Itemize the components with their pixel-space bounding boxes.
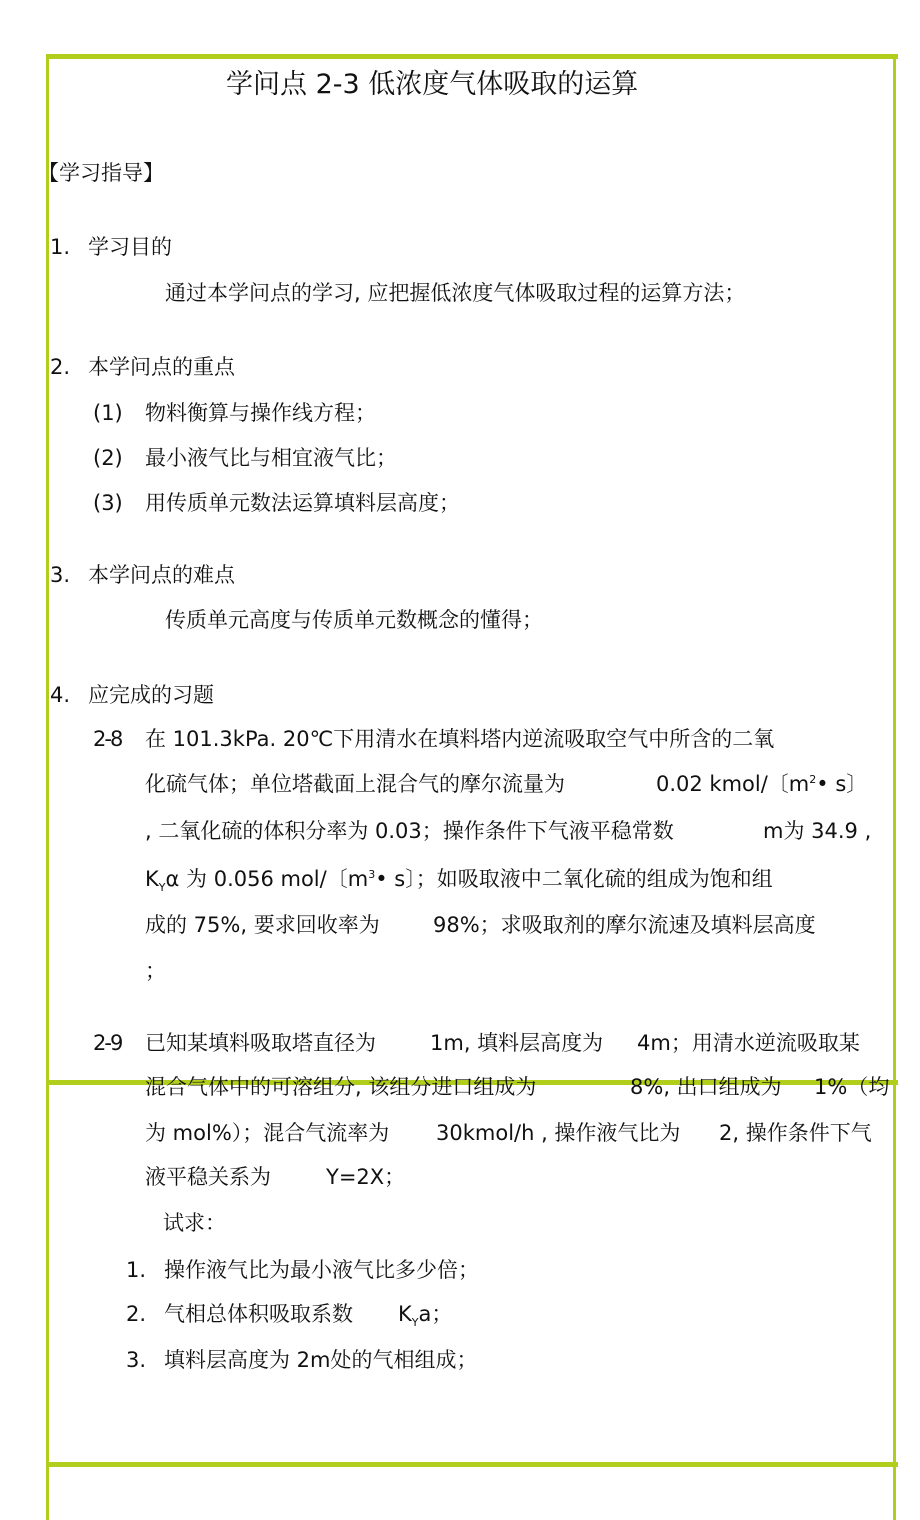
problem-2-8-line-5: 成的 75%, 要求回收率为 — [145, 913, 380, 937]
frame-left-line — [46, 54, 49, 1520]
section-4-title: 应完成的习题 — [88, 683, 214, 707]
problem-2-9-line-3a: 为 mol%）；混合气流率为 — [145, 1121, 390, 1145]
frame-top-line — [46, 54, 898, 59]
section-3-title: 本学问点的难点 — [88, 563, 235, 587]
problem-2-8-line-1: 在 101.3kPa. 20℃下用清水在填料塔内逆流吸取空气中所含的二氧 — [145, 727, 775, 751]
problem-2-8-number: 2-8 — [93, 727, 122, 751]
question-2-symbol: $K_Ya$； — [398, 1302, 453, 1330]
question-1-text: 操作液气比为最小液气比多少倍； — [164, 1258, 479, 1282]
problem-2-9-line-1a: 已知某填料吸取塔直径为 — [145, 1031, 376, 1055]
section-2-title: 本学问点的重点 — [88, 355, 235, 379]
list-item-number: (1) — [93, 401, 123, 425]
section-2-number: 2. — [50, 355, 71, 379]
list-item-text: 最小液气比与相宜液气比； — [145, 446, 397, 470]
problem-2-8-line-6: ； — [145, 959, 166, 983]
guide-header: 【学习指导】 — [38, 161, 164, 185]
list-item-text: 物料衡算与操作线方程； — [145, 401, 376, 425]
frame-lower-line — [46, 1462, 898, 1467]
problem-2-8-flow-value: 0.02 kmol/〔$m^2•$ s〕 — [656, 772, 868, 796]
problem-2-9-number: 2-9 — [93, 1031, 122, 1055]
frame-right-line — [893, 54, 896, 1520]
problem-2-9-line-1c: 4m；用清水逆流吸取某 — [637, 1031, 860, 1055]
problem-2-8-line-2: 化硫气体；单位塔截面上混合气的摩尔流量为 — [145, 772, 565, 796]
section-1-body: 通过本学问点的学习, 应把握低浓度气体吸取过程的运算方法； — [165, 281, 746, 305]
section-4-number: 4. — [50, 683, 71, 707]
section-1-title: 学习目的 — [88, 235, 172, 259]
section-3-number: 3. — [50, 563, 71, 587]
problem-2-8-m-value: m为 34.9 , — [763, 819, 872, 843]
problem-2-9-line-2c: 1%（均 — [814, 1075, 890, 1099]
problem-2-9-line-2a: 混合气体中的可溶组分, 该组分进口组成为 — [145, 1075, 537, 1099]
question-3-text: 填料层高度为 2m处的气相组成； — [164, 1348, 478, 1372]
problem-2-9-line-2b: 8%, 出口组成为 — [630, 1075, 782, 1099]
question-number: 3. — [126, 1348, 147, 1372]
section-3-body: 传质单元高度与传质单元数概念的懂得； — [165, 608, 543, 632]
problem-2-8-line-3: , 二氧化硫的体积分率为 0.03；操作条件下气液平稳常数 — [145, 819, 674, 843]
problem-2-8-recovery: 98%；求吸取剂的摩尔流速及填料层高度 — [433, 913, 816, 937]
section-1-number: 1. — [50, 235, 71, 259]
list-item-number: (3) — [93, 491, 123, 515]
problem-2-9-equation: Y=2X； — [326, 1165, 406, 1189]
problem-2-9-line-4a: 液平稳关系为 — [145, 1165, 271, 1189]
list-item-text: 用传质单元数法运算填料层高度； — [145, 491, 460, 515]
question-number: 1. — [126, 1258, 147, 1282]
page-title: 学问点 2-3 低浓度气体吸取的运算 — [226, 69, 639, 100]
question-2-text: 气相总体积吸取系数 — [164, 1302, 353, 1326]
list-item-number: (2) — [93, 446, 123, 470]
problem-2-8-line-4: $K_Y\alpha$ 为 0.056 mol/〔$m^3•$ s〕；如吸取液中二氧化硫的组成为饱和组 — [145, 867, 773, 895]
question-number: 2. — [126, 1302, 147, 1326]
problem-2-9-ask: 试求： — [163, 1211, 226, 1235]
problem-2-9-line-3c: 2, 操作条件下气 — [719, 1121, 872, 1145]
problem-2-9-line-1b: 1m, 填料层高度为 — [430, 1031, 604, 1055]
problem-2-9-line-3b: 30kmol/h , 操作液气比为 — [436, 1121, 681, 1145]
